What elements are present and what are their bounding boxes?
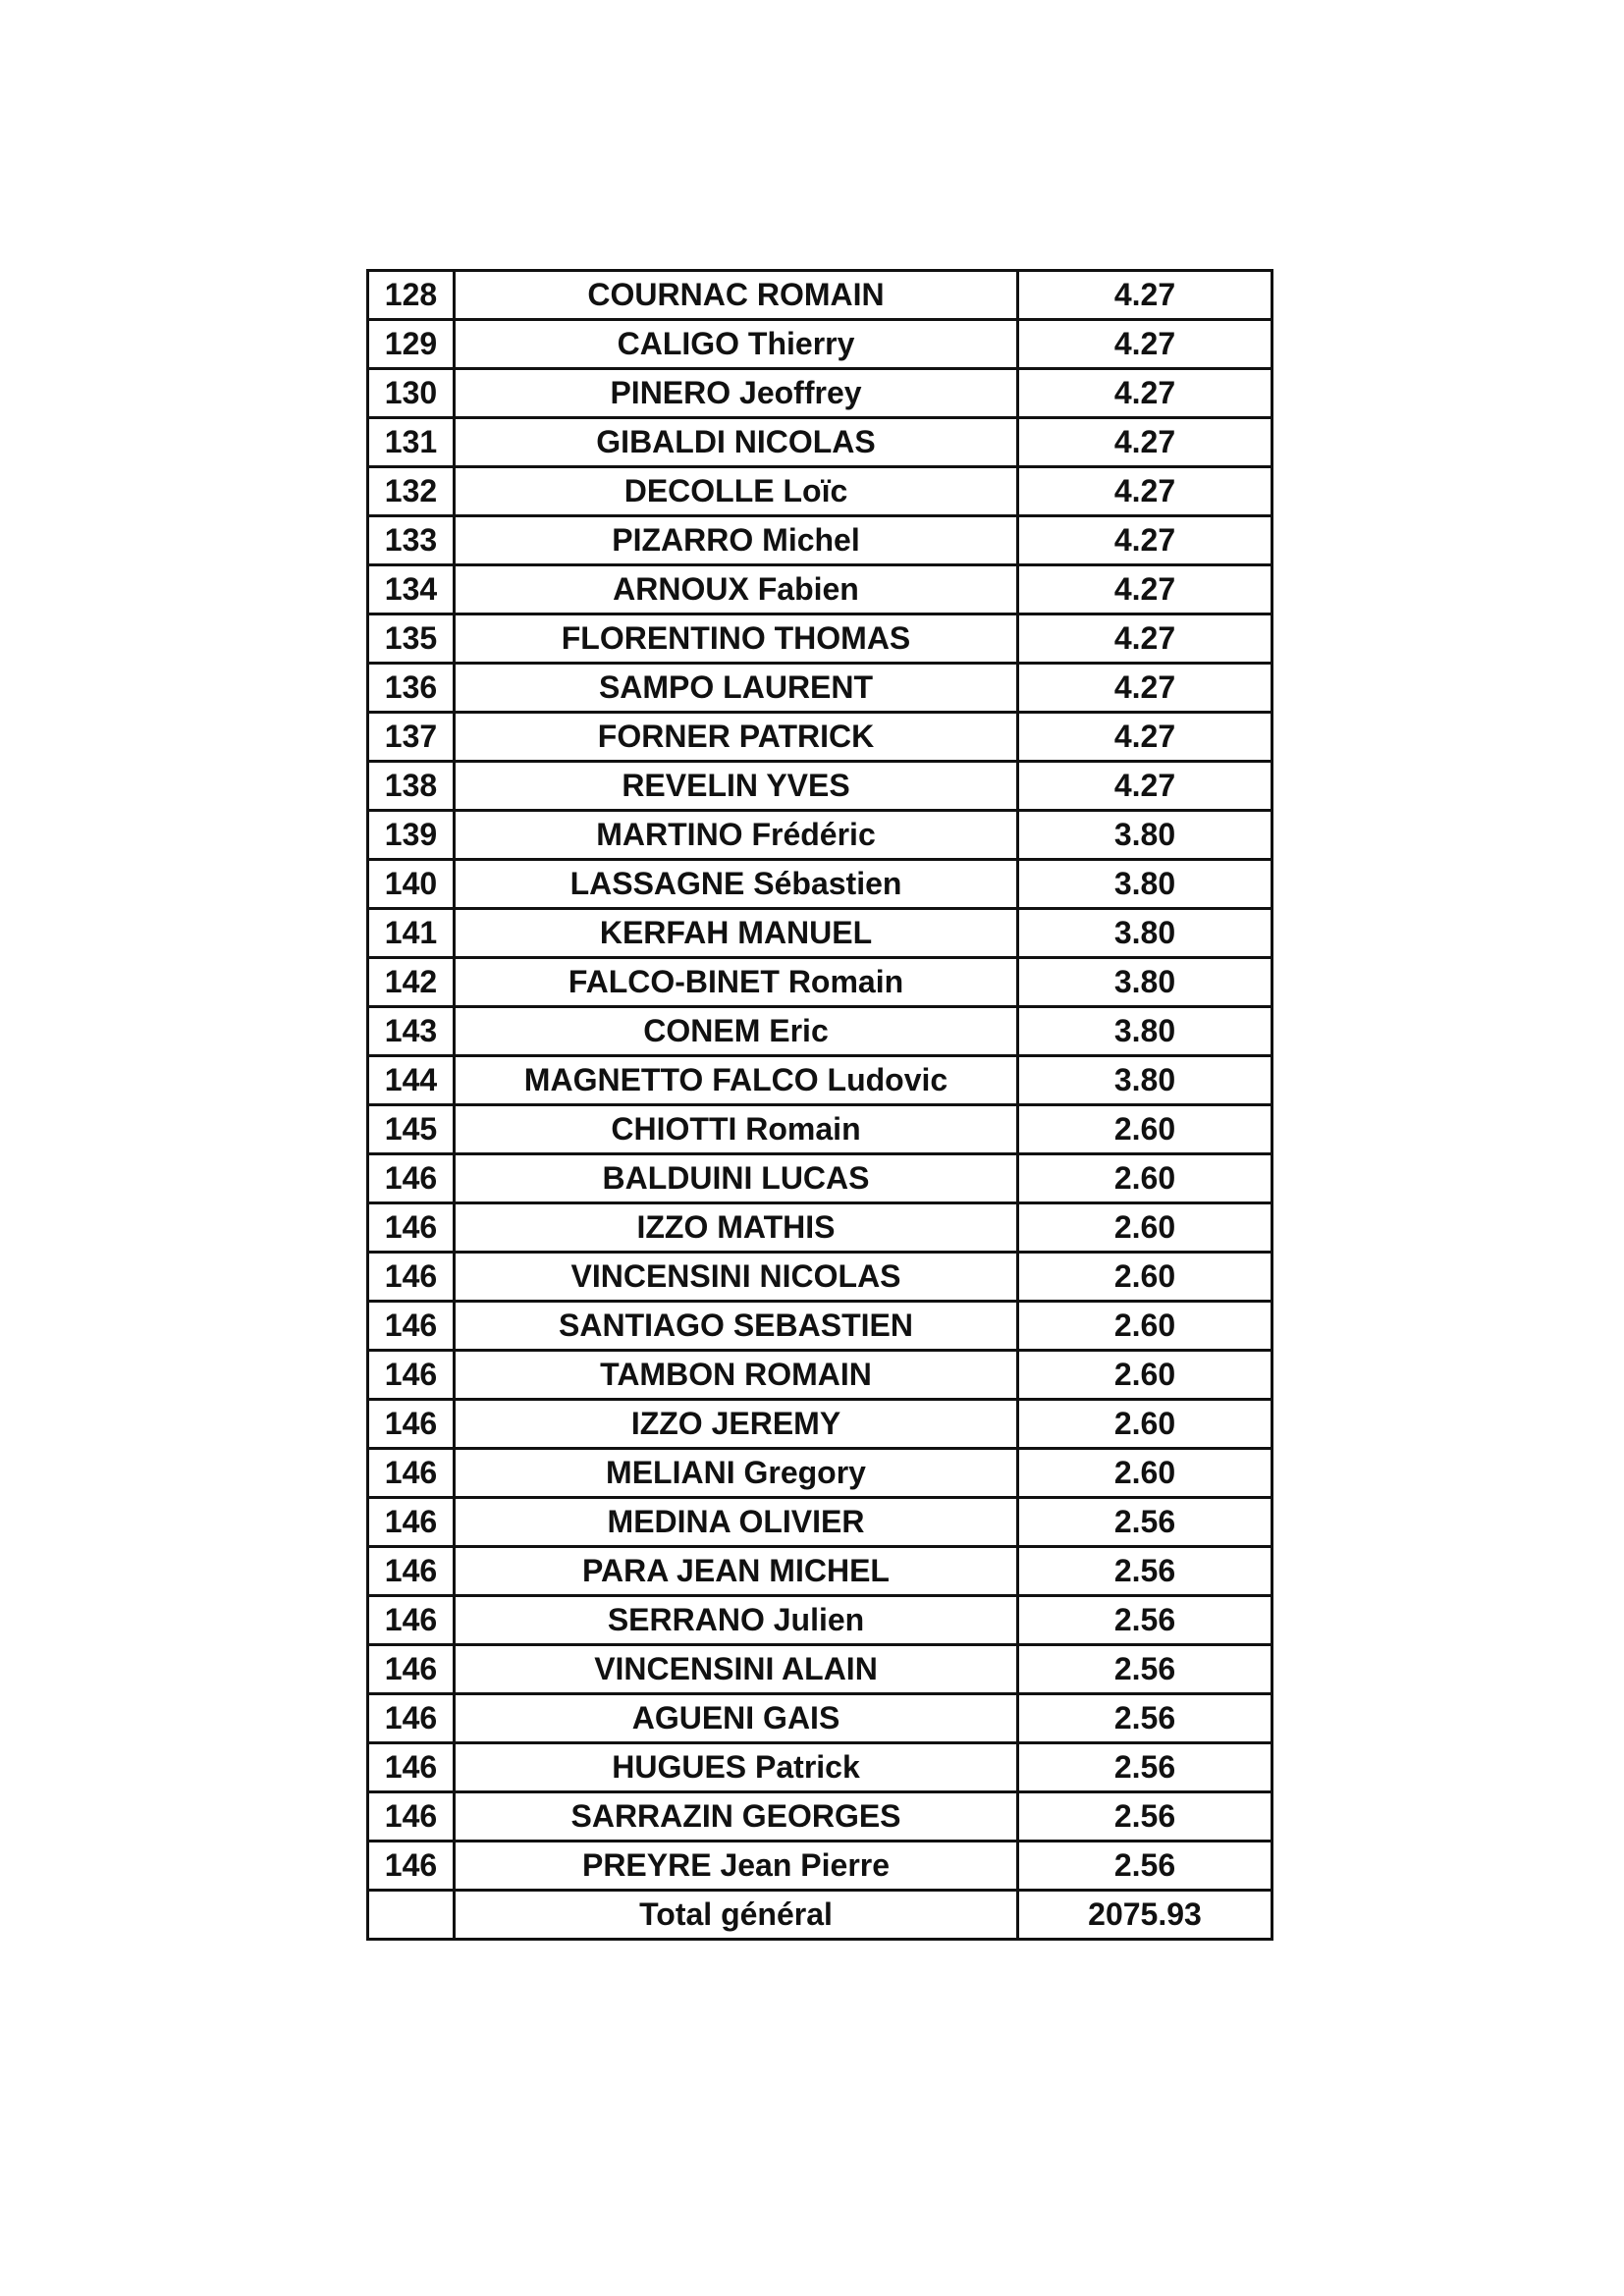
name-cell: MEDINA OLIVIER [455,1498,1018,1547]
rank-cell: 135 [368,614,455,664]
name-cell: FALCO-BINET Romain [455,958,1018,1007]
points-cell: 4.27 [1018,418,1272,467]
rank-cell: 131 [368,418,455,467]
table-row [368,762,1272,811]
rank-cell: 146 [368,1498,455,1547]
table-row [368,565,1272,614]
table-row [368,418,1272,467]
rank-cell: 146 [368,1351,455,1400]
name-cell: MAGNETTO FALCO Ludovic [455,1056,1018,1105]
points-cell: 4.27 [1018,320,1272,369]
points-cell: 4.27 [1018,516,1272,565]
rank-cell: 133 [368,516,455,565]
rank-cell: 144 [368,1056,455,1105]
table-row [368,860,1272,909]
points-cell: 4.27 [1018,614,1272,664]
table-row [368,1547,1272,1596]
name-cell: COURNAC ROMAIN [455,271,1018,320]
points-cell: 2.60 [1018,1253,1272,1302]
table-row [368,320,1272,369]
points-cell: 2.60 [1018,1203,1272,1253]
total-row [368,1891,1272,1940]
name-cell: LASSAGNE Sébastien [455,860,1018,909]
table-row [368,271,1272,320]
rank-cell: 146 [368,1253,455,1302]
table-row [368,1105,1272,1154]
points-cell: 2.56 [1018,1498,1272,1547]
name-cell: HUGUES Patrick [455,1743,1018,1792]
name-cell: PIZARRO Michel [455,516,1018,565]
table-row [368,1400,1272,1449]
points-cell: 2.56 [1018,1645,1272,1694]
rank-cell: 146 [368,1596,455,1645]
rank-cell: 132 [368,467,455,516]
name-cell: PARA JEAN MICHEL [455,1547,1018,1596]
rank-cell: 129 [368,320,455,369]
rank-cell: 146 [368,1743,455,1792]
rank-cell: 146 [368,1154,455,1203]
points-cell: 2.56 [1018,1547,1272,1596]
points-cell: 2.56 [1018,1792,1272,1842]
name-cell: IZZO JEREMY [455,1400,1018,1449]
table-row [368,1302,1272,1351]
ranking-table-body [368,271,1272,1940]
points-cell: 4.27 [1018,467,1272,516]
points-cell: 3.80 [1018,1007,1272,1056]
table-row [368,1203,1272,1253]
table-row [368,1694,1272,1743]
rank-cell: 138 [368,762,455,811]
rank-cell: 134 [368,565,455,614]
total-rank-cell [368,1891,455,1940]
rank-cell: 146 [368,1842,455,1891]
name-cell: SAMPO LAURENT [455,664,1018,713]
points-cell: 2.56 [1018,1596,1272,1645]
rank-cell: 146 [368,1547,455,1596]
rank-cell: 146 [368,1400,455,1449]
name-cell: FORNER PATRICK [455,713,1018,762]
points-cell: 2.60 [1018,1154,1272,1203]
rank-cell: 130 [368,369,455,418]
name-cell: DECOLLE Loïc [455,467,1018,516]
rank-cell: 146 [368,1792,455,1842]
name-cell: SANTIAGO SEBASTIEN [455,1302,1018,1351]
name-cell: VINCENSINI NICOLAS [455,1253,1018,1302]
table-row [368,811,1272,860]
ranking-table [366,269,1273,1941]
points-cell: 2.56 [1018,1842,1272,1891]
name-cell: MARTINO Frédéric [455,811,1018,860]
points-cell: 4.27 [1018,762,1272,811]
points-cell: 2.56 [1018,1743,1272,1792]
name-cell: ARNOUX Fabien [455,565,1018,614]
name-cell: REVELIN YVES [455,762,1018,811]
points-cell: 4.27 [1018,565,1272,614]
table-row [368,1596,1272,1645]
table-row [368,958,1272,1007]
table-row [368,1792,1272,1842]
name-cell: CONEM Eric [455,1007,1018,1056]
table-row [368,467,1272,516]
table-row [368,1056,1272,1105]
points-cell: 3.80 [1018,1056,1272,1105]
points-cell: 4.27 [1018,664,1272,713]
points-cell: 4.27 [1018,271,1272,320]
points-cell: 2.60 [1018,1449,1272,1498]
table-row [368,1645,1272,1694]
name-cell: GIBALDI NICOLAS [455,418,1018,467]
table-row [368,1842,1272,1891]
rank-cell: 146 [368,1645,455,1694]
name-cell: TAMBON ROMAIN [455,1351,1018,1400]
name-cell: VINCENSINI ALAIN [455,1645,1018,1694]
name-cell: CALIGO Thierry [455,320,1018,369]
name-cell: BALDUINI LUCAS [455,1154,1018,1203]
name-cell: CHIOTTI Romain [455,1105,1018,1154]
name-cell: PINERO Jeoffrey [455,369,1018,418]
rank-cell: 141 [368,909,455,958]
rank-cell: 146 [368,1694,455,1743]
table-row [368,516,1272,565]
table-row [368,1351,1272,1400]
points-cell: 2.60 [1018,1302,1272,1351]
rank-cell: 143 [368,1007,455,1056]
rank-cell: 139 [368,811,455,860]
table-row [368,1253,1272,1302]
table-row [368,1449,1272,1498]
table-row [368,614,1272,664]
points-cell: 3.80 [1018,958,1272,1007]
points-cell: 3.80 [1018,860,1272,909]
name-cell: FLORENTINO THOMAS [455,614,1018,664]
name-cell: PREYRE Jean Pierre [455,1842,1018,1891]
points-cell: 2.60 [1018,1105,1272,1154]
table-row [368,909,1272,958]
table-row [368,1743,1272,1792]
rank-cell: 136 [368,664,455,713]
rank-cell: 140 [368,860,455,909]
points-cell: 3.80 [1018,909,1272,958]
rank-cell: 142 [368,958,455,1007]
points-cell: 2.60 [1018,1400,1272,1449]
total-label-cell: Total général [455,1891,1018,1940]
name-cell: SARRAZIN GEORGES [455,1792,1018,1842]
name-cell: SERRANO Julien [455,1596,1018,1645]
rank-cell: 146 [368,1302,455,1351]
points-cell: 2.56 [1018,1694,1272,1743]
name-cell: MELIANI Gregory [455,1449,1018,1498]
rank-cell: 146 [368,1449,455,1498]
points-cell: 2.60 [1018,1351,1272,1400]
points-cell: 4.27 [1018,369,1272,418]
name-cell: IZZO MATHIS [455,1203,1018,1253]
table-row [368,1498,1272,1547]
name-cell: KERFAH MANUEL [455,909,1018,958]
table-row [368,664,1272,713]
points-cell: 4.27 [1018,713,1272,762]
rank-cell: 145 [368,1105,455,1154]
table-row [368,1154,1272,1203]
points-cell: 3.80 [1018,811,1272,860]
table-row [368,1007,1272,1056]
name-cell: AGUENI GAIS [455,1694,1018,1743]
rank-cell: 146 [368,1203,455,1253]
rank-cell: 128 [368,271,455,320]
table-row [368,369,1272,418]
rank-cell: 137 [368,713,455,762]
table-row [368,713,1272,762]
total-points-cell: 2075.93 [1018,1891,1272,1940]
